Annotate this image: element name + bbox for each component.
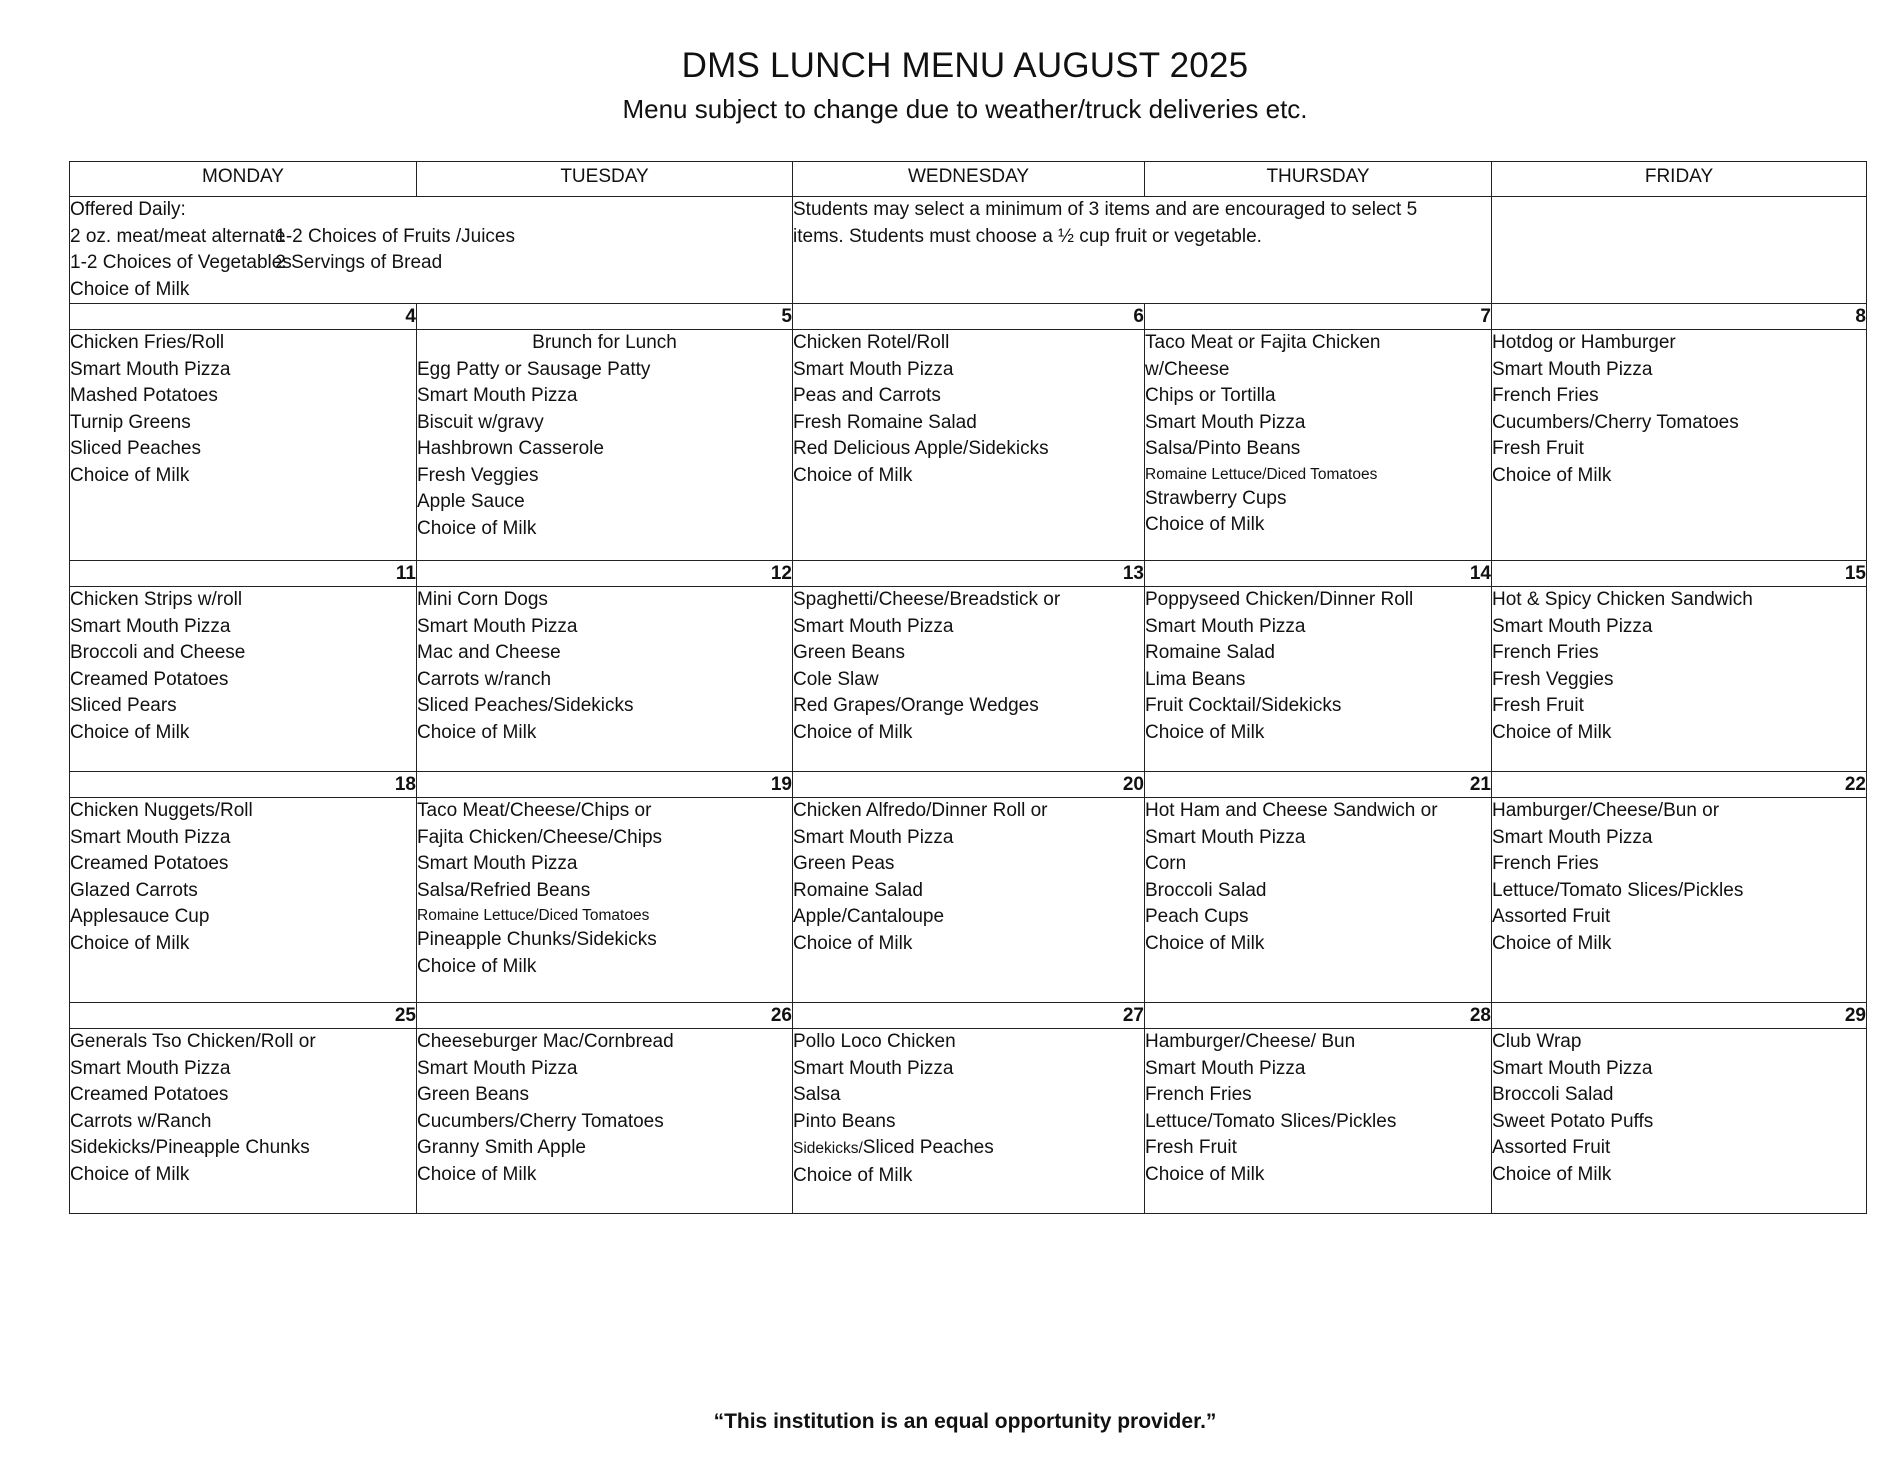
menu-item: Sidekicks/Pineapple Chunks xyxy=(70,1137,310,1158)
empty-info-cell xyxy=(1492,197,1867,304)
menu-item: Choice of Milk xyxy=(417,517,537,539)
menu-item: Carrots w/ranch xyxy=(417,668,552,690)
date-number-tuesday: 26 xyxy=(417,1003,793,1029)
date-number-friday: 29 xyxy=(1492,1003,1867,1029)
menu-item: Pollo Loco Chicken xyxy=(793,1031,956,1052)
menu-item: Corn xyxy=(1145,853,1187,874)
menu-cell-monday xyxy=(70,330,417,561)
date-number-friday: 8 xyxy=(1492,304,1867,330)
menu-item: Smart Mouth Pizza xyxy=(1145,411,1306,433)
date-number-monday: 25 xyxy=(70,1003,417,1029)
offered-line-2 xyxy=(70,250,792,277)
menu-item: French Fries xyxy=(1145,1084,1252,1105)
menu-item: Smart Mouth Pizza xyxy=(1492,1057,1653,1079)
menu-cell-thursday xyxy=(1145,1029,1492,1214)
info-row xyxy=(70,197,1867,304)
date-row xyxy=(70,304,1867,330)
menu-item: Smart Mouth Pizza xyxy=(417,853,578,874)
menu-item: Spaghetti/Cheese/Breadstick or xyxy=(793,589,1061,610)
menu-cell-friday xyxy=(1492,1029,1867,1214)
menu-item: Choice of Milk xyxy=(70,721,190,743)
menu-item: Smart Mouth Pizza xyxy=(1145,1057,1306,1079)
menu-item: Taco Meat/Cheese/Chips or xyxy=(417,800,652,821)
menu-item: Choice of Milk xyxy=(793,464,913,486)
date-number-wednesday: 6 xyxy=(793,304,1145,330)
menu-item xyxy=(793,1135,1144,1163)
menu-item: Sliced Peaches/Sidekicks xyxy=(417,695,634,716)
menu-cell-wednesday xyxy=(793,330,1145,561)
menu-item: Smart Mouth Pizza xyxy=(70,1057,231,1079)
menu-item: Creamed Potatoes xyxy=(70,668,229,690)
menu-row xyxy=(70,798,1867,1003)
menu-item: Mini Corn Dogs xyxy=(417,589,548,610)
menu-item: Chicken Alfredo/Dinner Roll or xyxy=(793,800,1048,821)
menu-item: Smart Mouth Pizza xyxy=(417,615,578,637)
menu-item-part: Sidekicks/ xyxy=(793,1140,863,1157)
menu-item: Smart Mouth Pizza xyxy=(417,1057,578,1079)
date-number-thursday: 7 xyxy=(1145,304,1492,330)
day-header-thursday: THURSDAY xyxy=(1145,162,1492,197)
day-header-monday: MONDAY xyxy=(70,162,417,197)
menu-item: Pineapple Chunks/Sidekicks xyxy=(417,929,657,950)
menu-item: Lettuce/Tomato Slices/Pickles xyxy=(1492,879,1744,901)
date-number-thursday: 14 xyxy=(1145,561,1492,587)
menu-table xyxy=(69,161,1867,1214)
menu-item: Green Beans xyxy=(793,642,905,663)
menu-row xyxy=(70,1029,1867,1214)
date-number-friday: 22 xyxy=(1492,772,1867,798)
menu-item: Cole Slaw xyxy=(793,668,879,690)
menu-item: Assorted Fruit xyxy=(1492,906,1611,927)
menu-cell-tuesday xyxy=(417,587,793,772)
menu-item: Hotdog or Hamburger xyxy=(1492,332,1676,353)
menu-item: Smart Mouth Pizza xyxy=(793,615,954,637)
menu-item: Choice of Milk xyxy=(793,721,913,743)
weeks-body xyxy=(70,304,1867,1214)
menu-item: Smart Mouth Pizza xyxy=(417,385,578,406)
menu-cell-friday xyxy=(1492,798,1867,1003)
menu-item: Apple Sauce xyxy=(417,491,525,512)
menu-item: Fresh Fruit xyxy=(1492,438,1584,459)
menu-item: Red Grapes/Orange Wedges xyxy=(793,695,1039,716)
day-header-wednesday: WEDNESDAY xyxy=(793,162,1145,197)
menu-item: Romaine Salad xyxy=(1145,642,1275,663)
date-number-thursday: 21 xyxy=(1145,772,1492,798)
date-number-thursday: 28 xyxy=(1145,1003,1492,1029)
menu-item: Fresh Fruit xyxy=(1145,1137,1237,1158)
menu-item: Smart Mouth Pizza xyxy=(1145,615,1306,637)
offered-fruits: 1-2 Choices of Fruits /Juices xyxy=(275,225,515,247)
selection-note-line-2: items. Students must choose a ½ cup fruit or vegetable. xyxy=(793,225,1262,247)
offered-meat: 2 oz. meat/meat alternate xyxy=(70,225,286,247)
menu-item: Romaine Lettuce/Diced Tomatoes xyxy=(1145,465,1378,483)
date-number-wednesday: 27 xyxy=(793,1003,1145,1029)
day-header-row xyxy=(70,162,1867,197)
menu-item: Broccoli and Cheese xyxy=(70,642,246,663)
menu-item: Chicken Strips w/roll xyxy=(70,589,243,610)
menu-item: Broccoli Salad xyxy=(1492,1084,1614,1105)
menu-item: Hot Ham and Cheese Sandwich or xyxy=(1145,800,1438,821)
day-header-tuesday: TUESDAY xyxy=(417,162,793,197)
menu-item: Salsa/Pinto Beans xyxy=(1145,438,1301,459)
menu-item: Choice of Milk xyxy=(1492,464,1612,486)
menu-item: Hamburger/Cheese/ Bun xyxy=(1145,1031,1356,1052)
menu-item: Chicken Nuggets/Roll xyxy=(70,800,253,821)
menu-item: Smart Mouth Pizza xyxy=(1492,358,1653,380)
menu-item: Taco Meat or Fajita Chicken xyxy=(1145,332,1381,353)
date-number-monday: 11 xyxy=(70,561,417,587)
menu-cell-wednesday xyxy=(793,798,1145,1003)
menu-cell-tuesday xyxy=(417,330,793,561)
menu-item: Choice of Milk xyxy=(1492,932,1612,954)
menu-item: Cucumbers/Cherry Tomatoes xyxy=(1492,411,1739,433)
offered-bread: 2 Servings of Bread xyxy=(275,252,443,273)
menu-item: Creamed Potatoes xyxy=(70,1084,229,1105)
selection-note-cell xyxy=(793,197,1492,304)
menu-item: Hamburger/Cheese/Bun or xyxy=(1492,800,1720,821)
menu-cell-thursday xyxy=(1145,587,1492,772)
menu-item: Smart Mouth Pizza xyxy=(70,826,231,848)
date-number-monday: 18 xyxy=(70,772,417,798)
menu-item: Mashed Potatoes xyxy=(70,385,218,406)
menu-item: Red Delicious Apple/Sidekicks xyxy=(793,438,1049,459)
menu-item: Club Wrap xyxy=(1492,1031,1582,1052)
menu-item: Creamed Potatoes xyxy=(70,853,229,874)
menu-item: Fresh Veggies xyxy=(417,464,539,486)
menu-item: Fresh Fruit xyxy=(1492,695,1584,716)
menu-item: Cheeseburger Mac/Cornbread xyxy=(417,1031,674,1052)
menu-item: Carrots w/Ranch xyxy=(70,1110,212,1132)
menu-item: Smart Mouth Pizza xyxy=(70,358,231,380)
menu-item: Turnip Greens xyxy=(70,411,191,433)
page-title: DMS LUNCH MENU AUGUST 2025 xyxy=(681,46,1249,85)
menu-item: Smart Mouth Pizza xyxy=(1492,826,1653,848)
page-subtitle: Menu subject to change due to weather/truck deliveries etc. xyxy=(622,94,1308,124)
date-row xyxy=(70,1003,1867,1029)
menu-item: Choice of Milk xyxy=(1492,721,1612,743)
menu-item: Lima Beans xyxy=(1145,668,1246,690)
menu-cell-friday xyxy=(1492,330,1867,561)
menu-item: Salsa/Refried Beans xyxy=(417,879,591,901)
menu-item: Glazed Carrots xyxy=(70,879,198,901)
menu-cell-wednesday xyxy=(793,587,1145,772)
menu-item: Choice of Milk xyxy=(1145,932,1265,954)
menu-item: Romaine Salad xyxy=(793,879,923,901)
menu-item: Applesauce Cup xyxy=(70,906,210,927)
menu-item: Cucumbers/Cherry Tomatoes xyxy=(417,1110,664,1132)
day-header-friday: FRIDAY xyxy=(1492,162,1867,197)
menu-item: Smart Mouth Pizza xyxy=(793,358,954,380)
menu-item: Choice of Milk xyxy=(1145,1163,1265,1185)
menu-item: Lettuce/Tomato Slices/Pickles xyxy=(1145,1110,1397,1132)
menu-cell-tuesday xyxy=(417,798,793,1003)
offered-milk: Choice of Milk xyxy=(70,278,190,300)
menu-item: Smart Mouth Pizza xyxy=(793,826,954,848)
menu-item: Smart Mouth Pizza xyxy=(1492,615,1653,637)
menu-item: Choice of Milk xyxy=(1145,514,1265,535)
menu-item: Chips or Tortilla xyxy=(1145,385,1276,406)
offered-vegetables: 1-2 Choices of Vegetables xyxy=(70,252,292,273)
menu-row xyxy=(70,587,1867,772)
menu-item: Chicken Fries/Roll xyxy=(70,332,225,353)
selection-note-line-1: Students may select a minimum of 3 items and are encouraged to select 5 xyxy=(793,199,1418,220)
equal-opportunity-statement: “This institution is an equal opportunity provider.” xyxy=(713,1410,1217,1433)
menu-item: Salsa xyxy=(793,1084,841,1105)
date-number-tuesday: 12 xyxy=(417,561,793,587)
menu-item: Choice of Milk xyxy=(417,1163,537,1185)
menu-item: Choice of Milk xyxy=(793,932,913,954)
menu-item: Green Peas xyxy=(793,853,895,874)
date-row xyxy=(70,772,1867,798)
menu-cell-wednesday xyxy=(793,1029,1145,1214)
date-number-monday: 4 xyxy=(70,304,417,330)
date-row xyxy=(70,561,1867,587)
menu-item: Strawberry Cups xyxy=(1145,487,1287,509)
menu-cell-thursday xyxy=(1145,798,1492,1003)
menu-item: Generals Tso Chicken/Roll or xyxy=(70,1031,316,1052)
menu-item: Green Beans xyxy=(417,1084,529,1105)
menu-item: Fresh Romaine Salad xyxy=(793,411,977,433)
menu-item: Biscuit w/gravy xyxy=(417,411,544,433)
menu-item: Poppyseed Chicken/Dinner Roll xyxy=(1145,589,1414,610)
menu-cell-monday xyxy=(70,1029,417,1214)
menu-item: Brunch for Lunch xyxy=(532,332,677,353)
offered-daily-cell xyxy=(70,197,793,304)
menu-item: Hashbrown Casserole xyxy=(417,438,604,459)
menu-item: Fresh Veggies xyxy=(1492,668,1614,690)
offered-line-1 xyxy=(70,224,792,251)
date-number-tuesday: 5 xyxy=(417,304,793,330)
menu-item: Choice of Milk xyxy=(1145,721,1265,743)
menu-item: Fruit Cocktail/Sidekicks xyxy=(1145,695,1342,716)
menu-item: Smart Mouth Pizza xyxy=(70,615,231,637)
menu-item: Sliced Peaches xyxy=(70,438,201,459)
menu-item: Broccoli Salad xyxy=(1145,879,1267,901)
menu-cell-tuesday xyxy=(417,1029,793,1214)
offered-heading: Offered Daily: xyxy=(70,199,186,220)
menu-item: Chicken Rotel/Roll xyxy=(793,332,950,353)
menu-cell-thursday xyxy=(1145,330,1492,561)
menu-item: Choice of Milk xyxy=(70,932,190,954)
menu-item: Mac and Cheese xyxy=(417,642,561,663)
menu-item: Peas and Carrots xyxy=(793,385,941,406)
menu-item: Choice of Milk xyxy=(417,955,537,977)
date-number-friday: 15 xyxy=(1492,561,1867,587)
menu-cell-monday xyxy=(70,587,417,772)
menu-item: Granny Smith Apple xyxy=(417,1137,586,1158)
menu-item: Choice of Milk xyxy=(793,1164,913,1186)
date-number-wednesday: 20 xyxy=(793,772,1145,798)
menu-item: w/Cheese xyxy=(1145,358,1230,380)
menu-item: Egg Patty or Sausage Patty xyxy=(417,358,651,380)
menu-item: Choice of Milk xyxy=(1492,1163,1612,1185)
menu-item: French Fries xyxy=(1492,853,1599,874)
menu-item: Hot & Spicy Chicken Sandwich xyxy=(1492,589,1753,610)
menu-item: Fajita Chicken/Cheese/Chips xyxy=(417,826,663,848)
menu-item: Sliced Pears xyxy=(70,695,177,716)
menu-item: Assorted Fruit xyxy=(1492,1137,1611,1158)
menu-item: French Fries xyxy=(1492,642,1599,663)
menu-item: Smart Mouth Pizza xyxy=(793,1057,954,1079)
menu-item-part: Sliced Peaches xyxy=(862,1137,994,1158)
menu-item: Pinto Beans xyxy=(793,1110,896,1132)
menu-item: Smart Mouth Pizza xyxy=(1145,826,1306,848)
menu-row xyxy=(70,330,1867,561)
date-number-tuesday: 19 xyxy=(417,772,793,798)
menu-item: Choice of Milk xyxy=(70,1163,190,1185)
menu-item: Sweet Potato Puffs xyxy=(1492,1110,1654,1132)
menu-item: French Fries xyxy=(1492,385,1599,406)
menu-item: Choice of Milk xyxy=(70,464,190,486)
menu-item: Peach Cups xyxy=(1145,906,1249,927)
menu-item: Choice of Milk xyxy=(417,721,537,743)
menu-item: Romaine Lettuce/Diced Tomatoes xyxy=(417,907,650,924)
menu-item: Apple/Cantaloupe xyxy=(793,906,945,927)
date-number-wednesday: 13 xyxy=(793,561,1145,587)
menu-cell-friday xyxy=(1492,587,1867,772)
menu-cell-monday xyxy=(70,798,417,1003)
